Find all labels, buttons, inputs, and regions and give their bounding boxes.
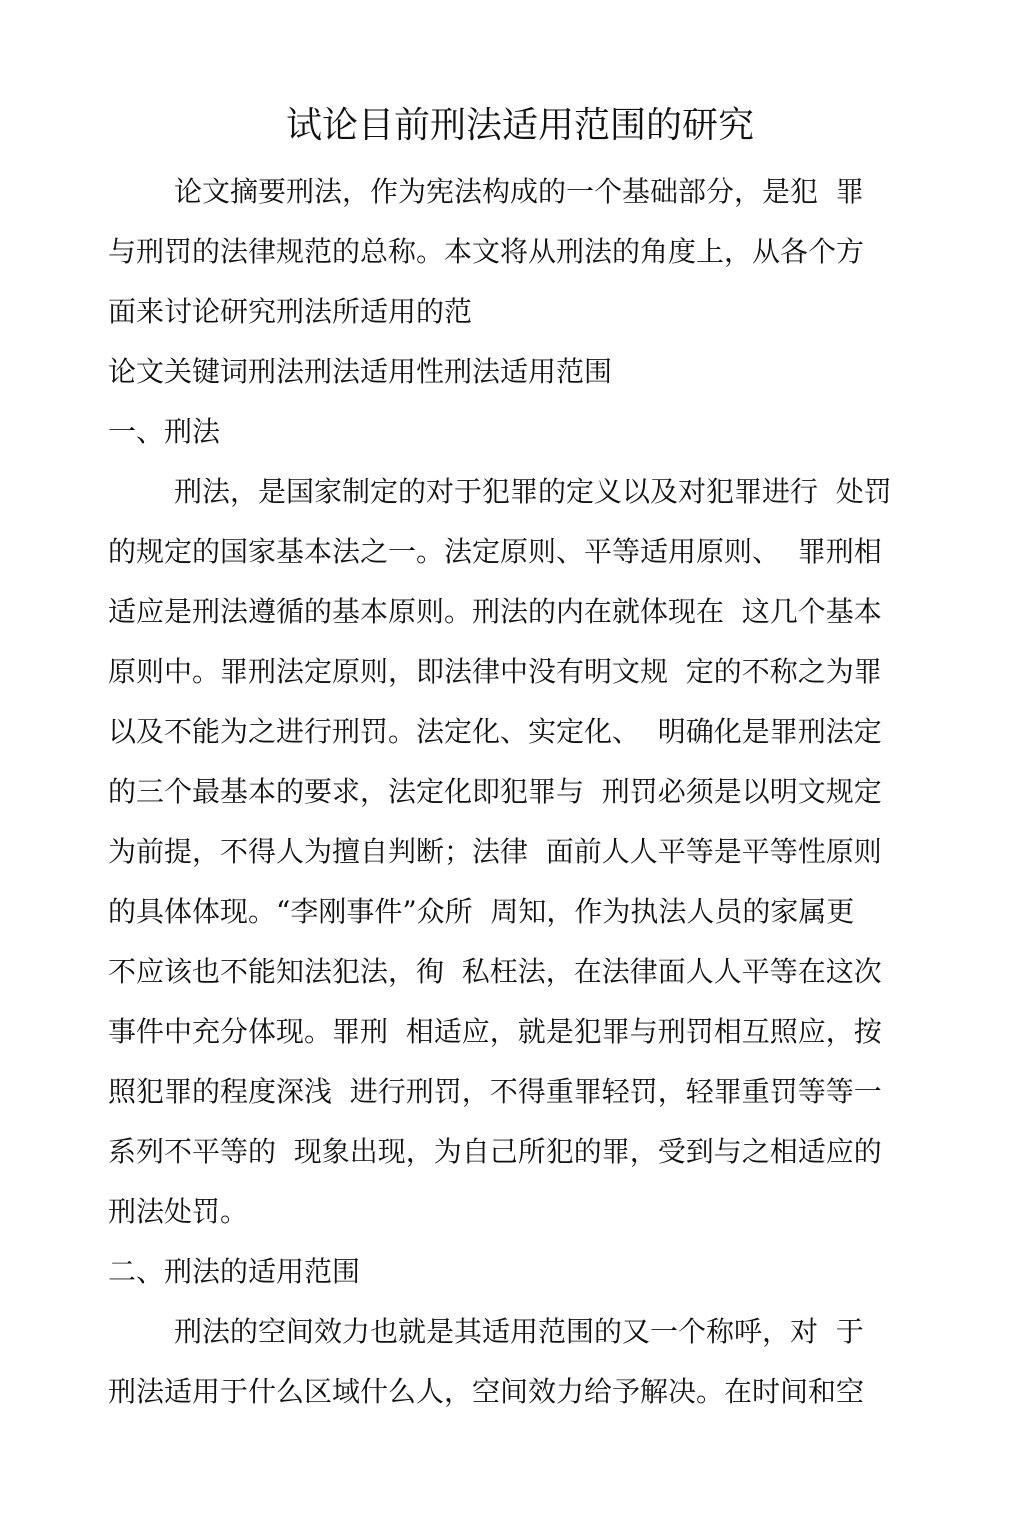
body-line: 的具体体现。“李刚事件”众所 周知，作为执法人员的家属更 [108,895,855,928]
abstract-line: 与刑罚的法律规范的总称。本文将从刑法的角度上，从各个方 [108,235,865,268]
body-line: 刑法，是国家制定的对于犯罪的定义以及对犯罪进行 处罚 [174,475,892,508]
body-line: 的规定的国家基本法之一。法定原则、平等适用原则、 罪刑相 [108,535,882,568]
body-line: 照犯罪的程度深浅 进行刑罚，不得重罪轻罚，轻罪重罚等等一 [108,1075,882,1108]
section-heading-1: 一、刑法 [108,415,221,448]
body-line: 系列不平等的 现象出现，为自己所犯的罪，受到与之相适应的 [108,1135,882,1168]
body-line: 为前提，不得人为擅自判断；法律 面前人人平等是平等性原则 [108,835,882,868]
section-heading-2: 二、刑法的适用范围 [108,1255,361,1288]
body-line: 刑法适用于什么区域什么人，空间效力给予解决。在时间和空 [108,1375,865,1408]
body-line: 原则中。罪刑法定原则，即法律中没有明文规 定的不称之为罪 [108,655,882,688]
body-line: 不应该也不能知法犯法，徇 私枉法，在法律面人人平等在这次 [108,955,882,988]
body-line: 的三个最基本的要求，法定化即犯罪与 刑罚必须是以明文规定 [108,775,882,808]
body-line: 适应是刑法遵循的基本原则。刑法的内在就体现在 这几个基本 [108,595,882,628]
abstract-line: 面来讨论研究刑法所适用的范 [108,295,473,328]
document-title: 试论目前刑法适用范围的研究 [285,105,754,146]
body-line: 刑法的空间效力也就是其适用范围的又一个称呼，对 于 [174,1315,864,1348]
keywords-line: 论文关键词刑法刑法适用性刑法适用范围 [108,355,613,388]
document-body [108,162,928,1422]
body-line: 以及不能为之进行刑罚。法定化、实定化、 明确化是罪刑法定 [108,715,882,748]
body-line: 刑法处罚。 [108,1195,249,1228]
abstract-line: 论文摘要刑法，作为宪法构成的一个基础部分，是犯 罪 [174,175,864,208]
body-line: 事件中充分体现。罪刑 相适应，就是犯罪与刑罚相互照应，按 [108,1015,882,1048]
